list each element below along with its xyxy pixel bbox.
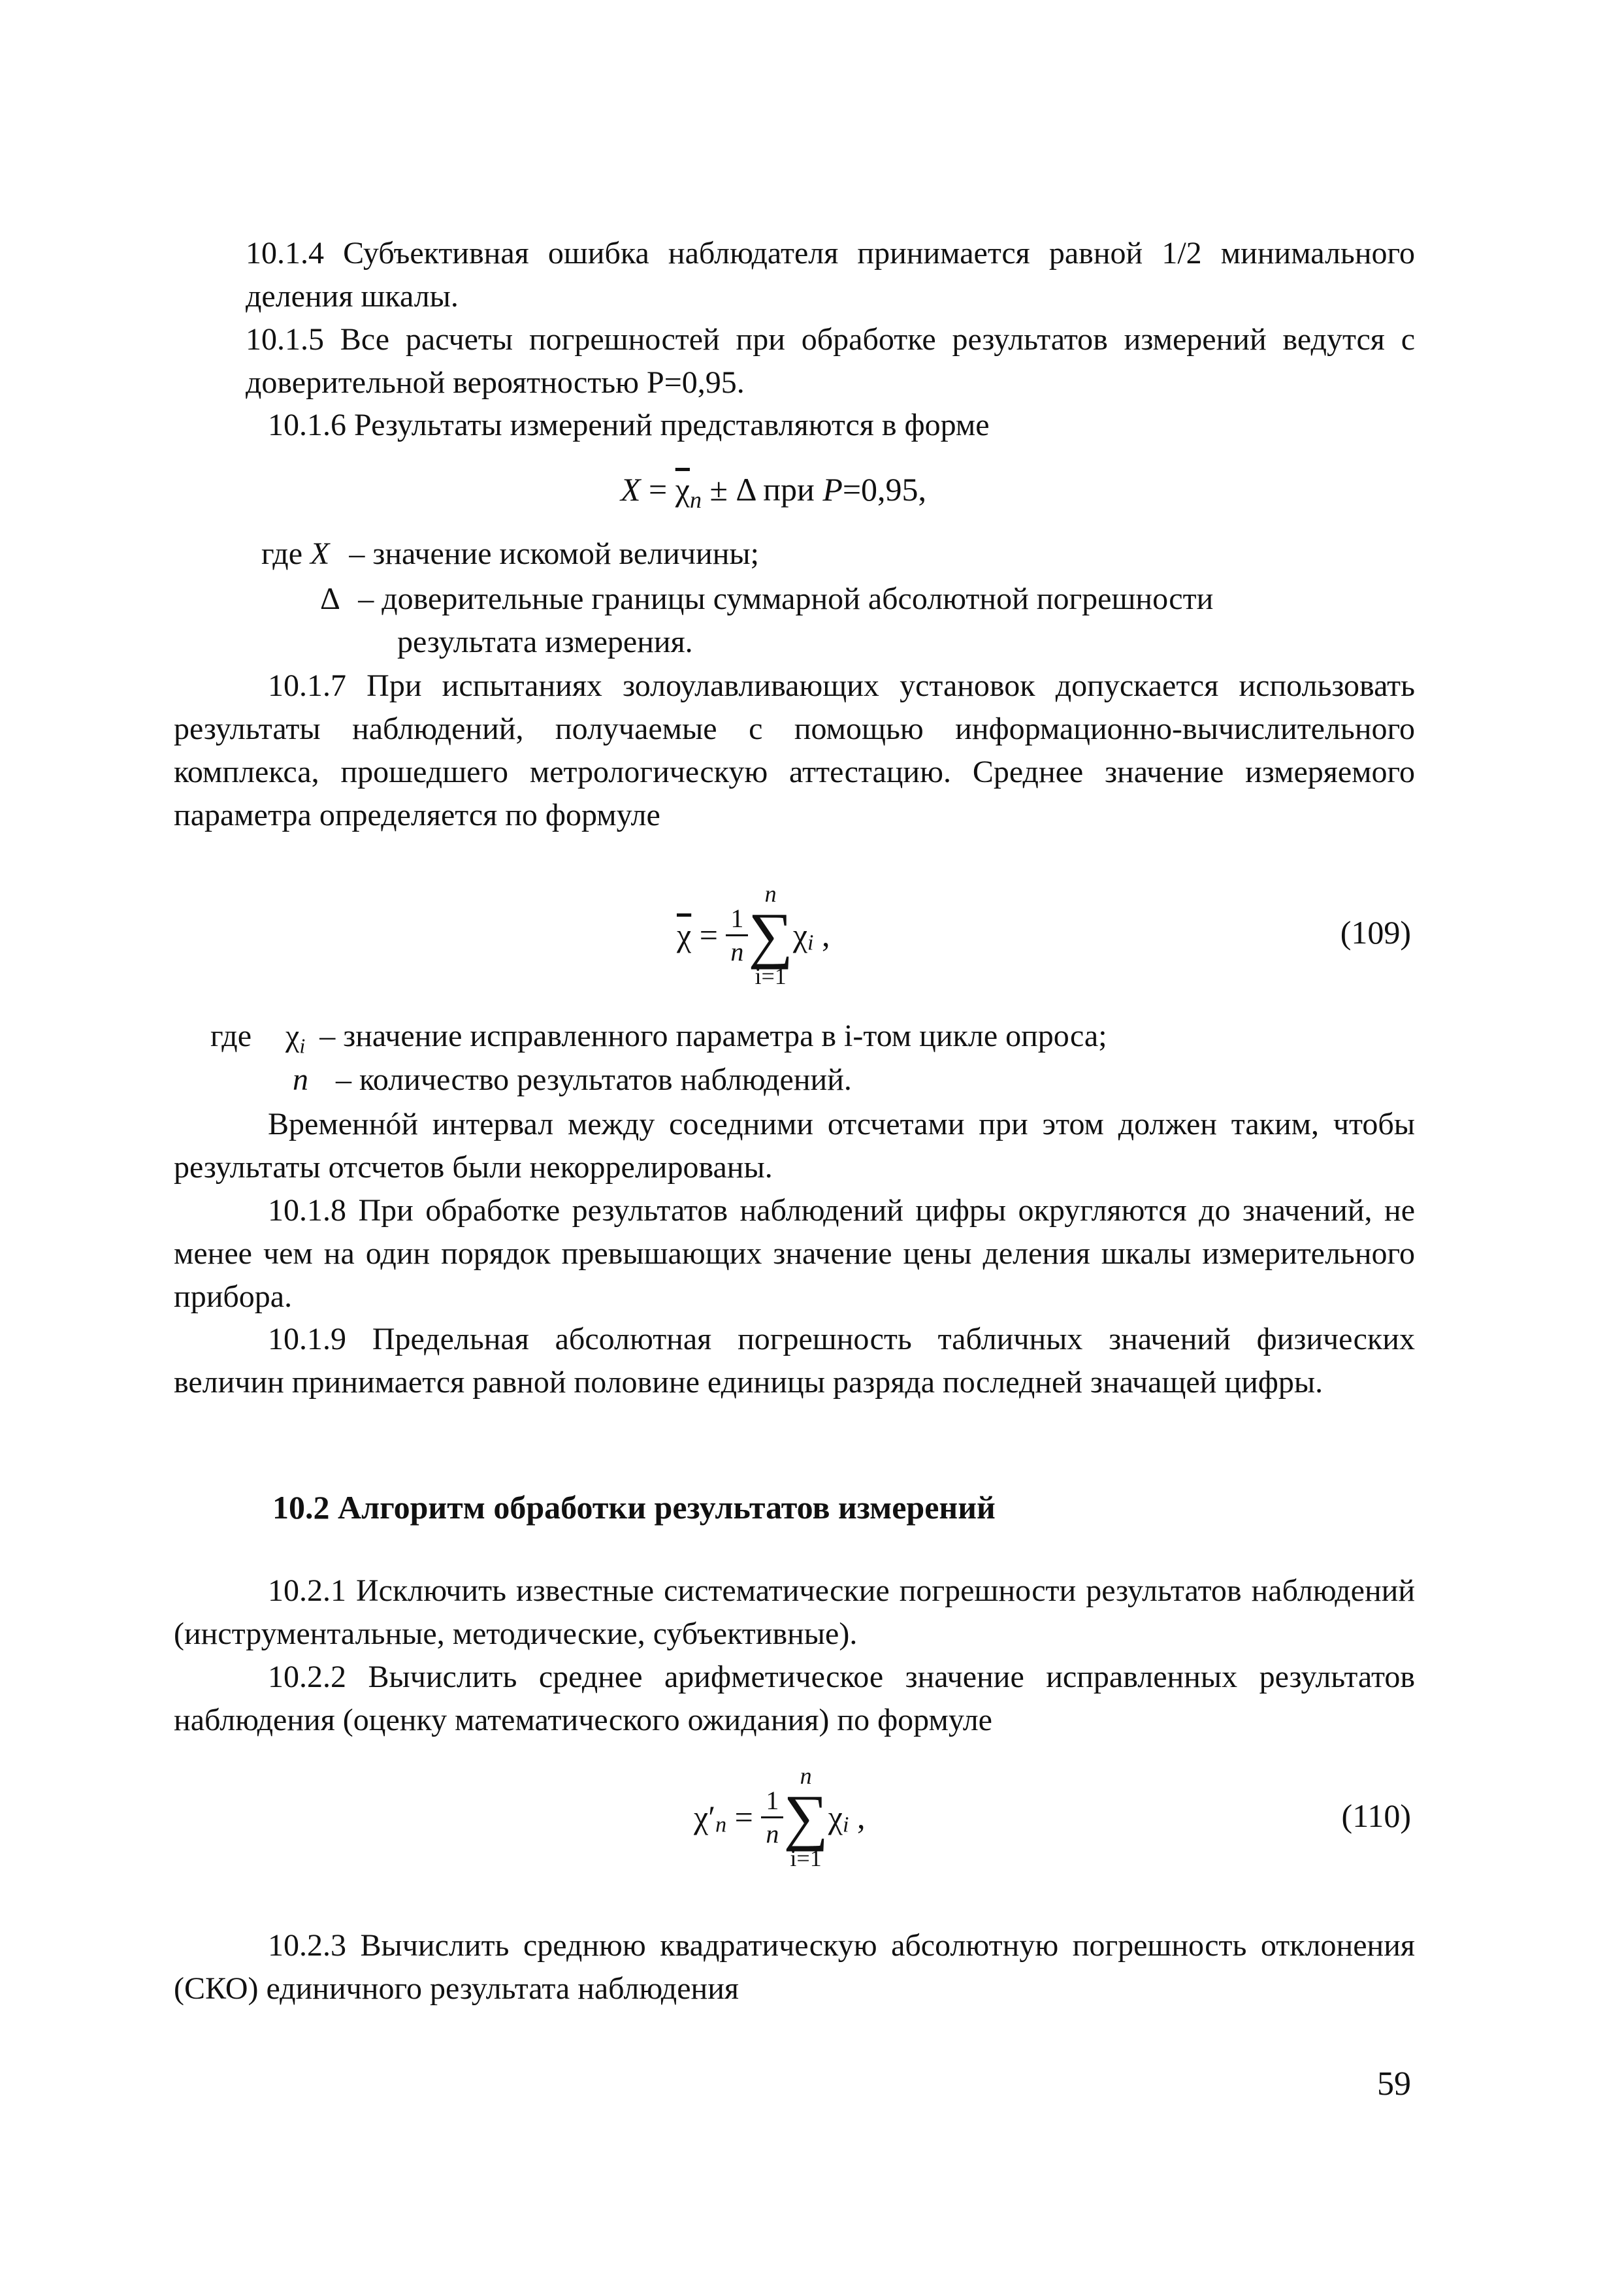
paragraph-10-2-1: 10.2.1 Исключить известные систематические погрешности результатов наблюдений (инструментальные, методические, субъективные). <box>174 1573 1415 1651</box>
paragraph-10-1-6: 10.1.6 Результаты измерений представляются в форме <box>268 408 990 442</box>
formula-mean-sub: n <box>689 487 702 513</box>
sum-sigma-110 <box>783 1764 828 1870</box>
formula-110-lhs-sub: n <box>715 1812 727 1837</box>
paragraph-interval: Временнóй интервал между соседними отсчетами при этом должен таким, чтобы результаты отсчетов были некоррелированы. <box>174 1107 1415 1185</box>
paragraph-10-1-4: 10.1.4 Субъективная ошибка наблюдателя принимается равной 1/2 минимального деления шкалы. <box>246 236 1415 314</box>
formula-109-tail: , <box>813 917 830 953</box>
formula-pm: ± Δ при <box>701 471 823 508</box>
paragraph-10-1-5: 10.1.5 Все расчеты погрешностей при обработке результатов измерений ведутся с доверительной вероятностью P=0,95. <box>246 322 1415 400</box>
definition-delta <box>320 578 1213 621</box>
definition-n <box>293 1058 852 1102</box>
formula-109-eq: = <box>691 917 726 953</box>
def-chi-symbol: χ <box>285 1019 300 1053</box>
equation-number-110: (110) <box>1341 1797 1411 1834</box>
formula-110 <box>694 1764 865 1870</box>
paragraph-10-2-3: 10.2.3 Вычислить среднюю квадратическую абсолютную погрешность отклонения (СКО) единичного результата наблюдения <box>174 1928 1415 2006</box>
def-delta-text: – доверительные границы суммарной абсолютной погрешности <box>358 582 1214 616</box>
paragraph-10-1-7: 10.1.7 При испытаниях золоулавливающих установок допускается использовать результаты наблюдений, получаемые с помощью информационно-вычислительного комплекса, прошедшего метрологическую аттестацию. Среднее значение измеряемого параметра определяется по формуле <box>174 668 1415 832</box>
formula-109-lhs: $\overline{\chi}$ <box>677 917 692 953</box>
equation-number-109: (109) <box>1340 914 1411 951</box>
where-label: где <box>261 536 303 571</box>
def-delta-text-2: результата измерения. <box>397 625 693 659</box>
sigma-upper: n <box>800 1763 812 1789</box>
paragraph-10-1-9: 10.1.9 Предельная абсолютная погрешность табличных значений физических величин принимается равной половине единицы разряда последней значащей цифры. <box>174 1322 1415 1400</box>
result-formula <box>621 470 926 514</box>
formula-109-num: 1 <box>730 903 744 933</box>
definition-x <box>261 533 759 576</box>
formula-110-term-sub: i <box>842 1812 849 1837</box>
sigma-icon: ∑ <box>748 900 793 970</box>
formula-p: P <box>822 471 843 508</box>
formula-110-den: n <box>766 1818 779 1848</box>
def-chi-sub: i <box>299 1034 306 1058</box>
def-x-symbol: X <box>310 536 330 571</box>
formula-110-num: 1 <box>766 1785 779 1815</box>
fraction-bar <box>761 1816 783 1818</box>
formula-p-value: =0,95, <box>842 471 927 508</box>
page-number: 59 <box>1377 2065 1411 2103</box>
definition-delta-cont <box>397 621 693 664</box>
sigma-icon: ∑ <box>783 1782 828 1852</box>
def-chi-text: – значение исправленного параметра в i-том цикле опроса; <box>319 1019 1107 1053</box>
sum-sigma-109 <box>748 882 792 988</box>
fraction-bar <box>726 934 748 936</box>
sigma-lower: i=1 <box>790 1845 822 1871</box>
section-heading: 10.2 Алгоритм обработки результатов измерений <box>272 1489 996 1526</box>
sigma-upper: n <box>764 881 777 907</box>
def-delta-symbol: Δ <box>320 582 339 616</box>
paragraph-10-2-2: 10.2.2 Вычислить среднее арифметическое значение исправленных результатов наблюдения (оценку математического ожидания) по формуле <box>174 1660 1415 1737</box>
def-n-symbol: n <box>293 1062 308 1097</box>
formula-x: X <box>621 471 641 508</box>
formula-equals: = <box>640 471 675 508</box>
def-x-text: – значение искомой величины; <box>349 536 759 571</box>
formula-110-tail: , <box>849 1799 866 1835</box>
paragraph-10-1-8: 10.1.8 При обработке результатов наблюдений цифры округляются до значений, не менее чем на один порядок превышающих значение цены деления шкалы измерительного прибора. <box>174 1193 1415 1314</box>
formula-110-lhs: χ′ <box>694 1799 716 1835</box>
formula-110-eq: = <box>726 1799 762 1835</box>
formula-109-fraction <box>726 903 748 966</box>
formula-109-term-sub: i <box>807 930 814 955</box>
sigma-lower: i=1 <box>755 963 787 989</box>
formula-110-term: χ <box>828 1799 843 1835</box>
def-n-text: – количество результатов наблюдений. <box>336 1062 852 1097</box>
where-label-2: где <box>210 1019 252 1053</box>
formula-110-fraction <box>761 1785 783 1848</box>
formula-109-den: n <box>730 936 744 966</box>
formula-mean: $\overline{\chi}$ <box>675 471 690 508</box>
formula-109-term: χ <box>792 917 808 953</box>
formula-109 <box>677 882 830 988</box>
